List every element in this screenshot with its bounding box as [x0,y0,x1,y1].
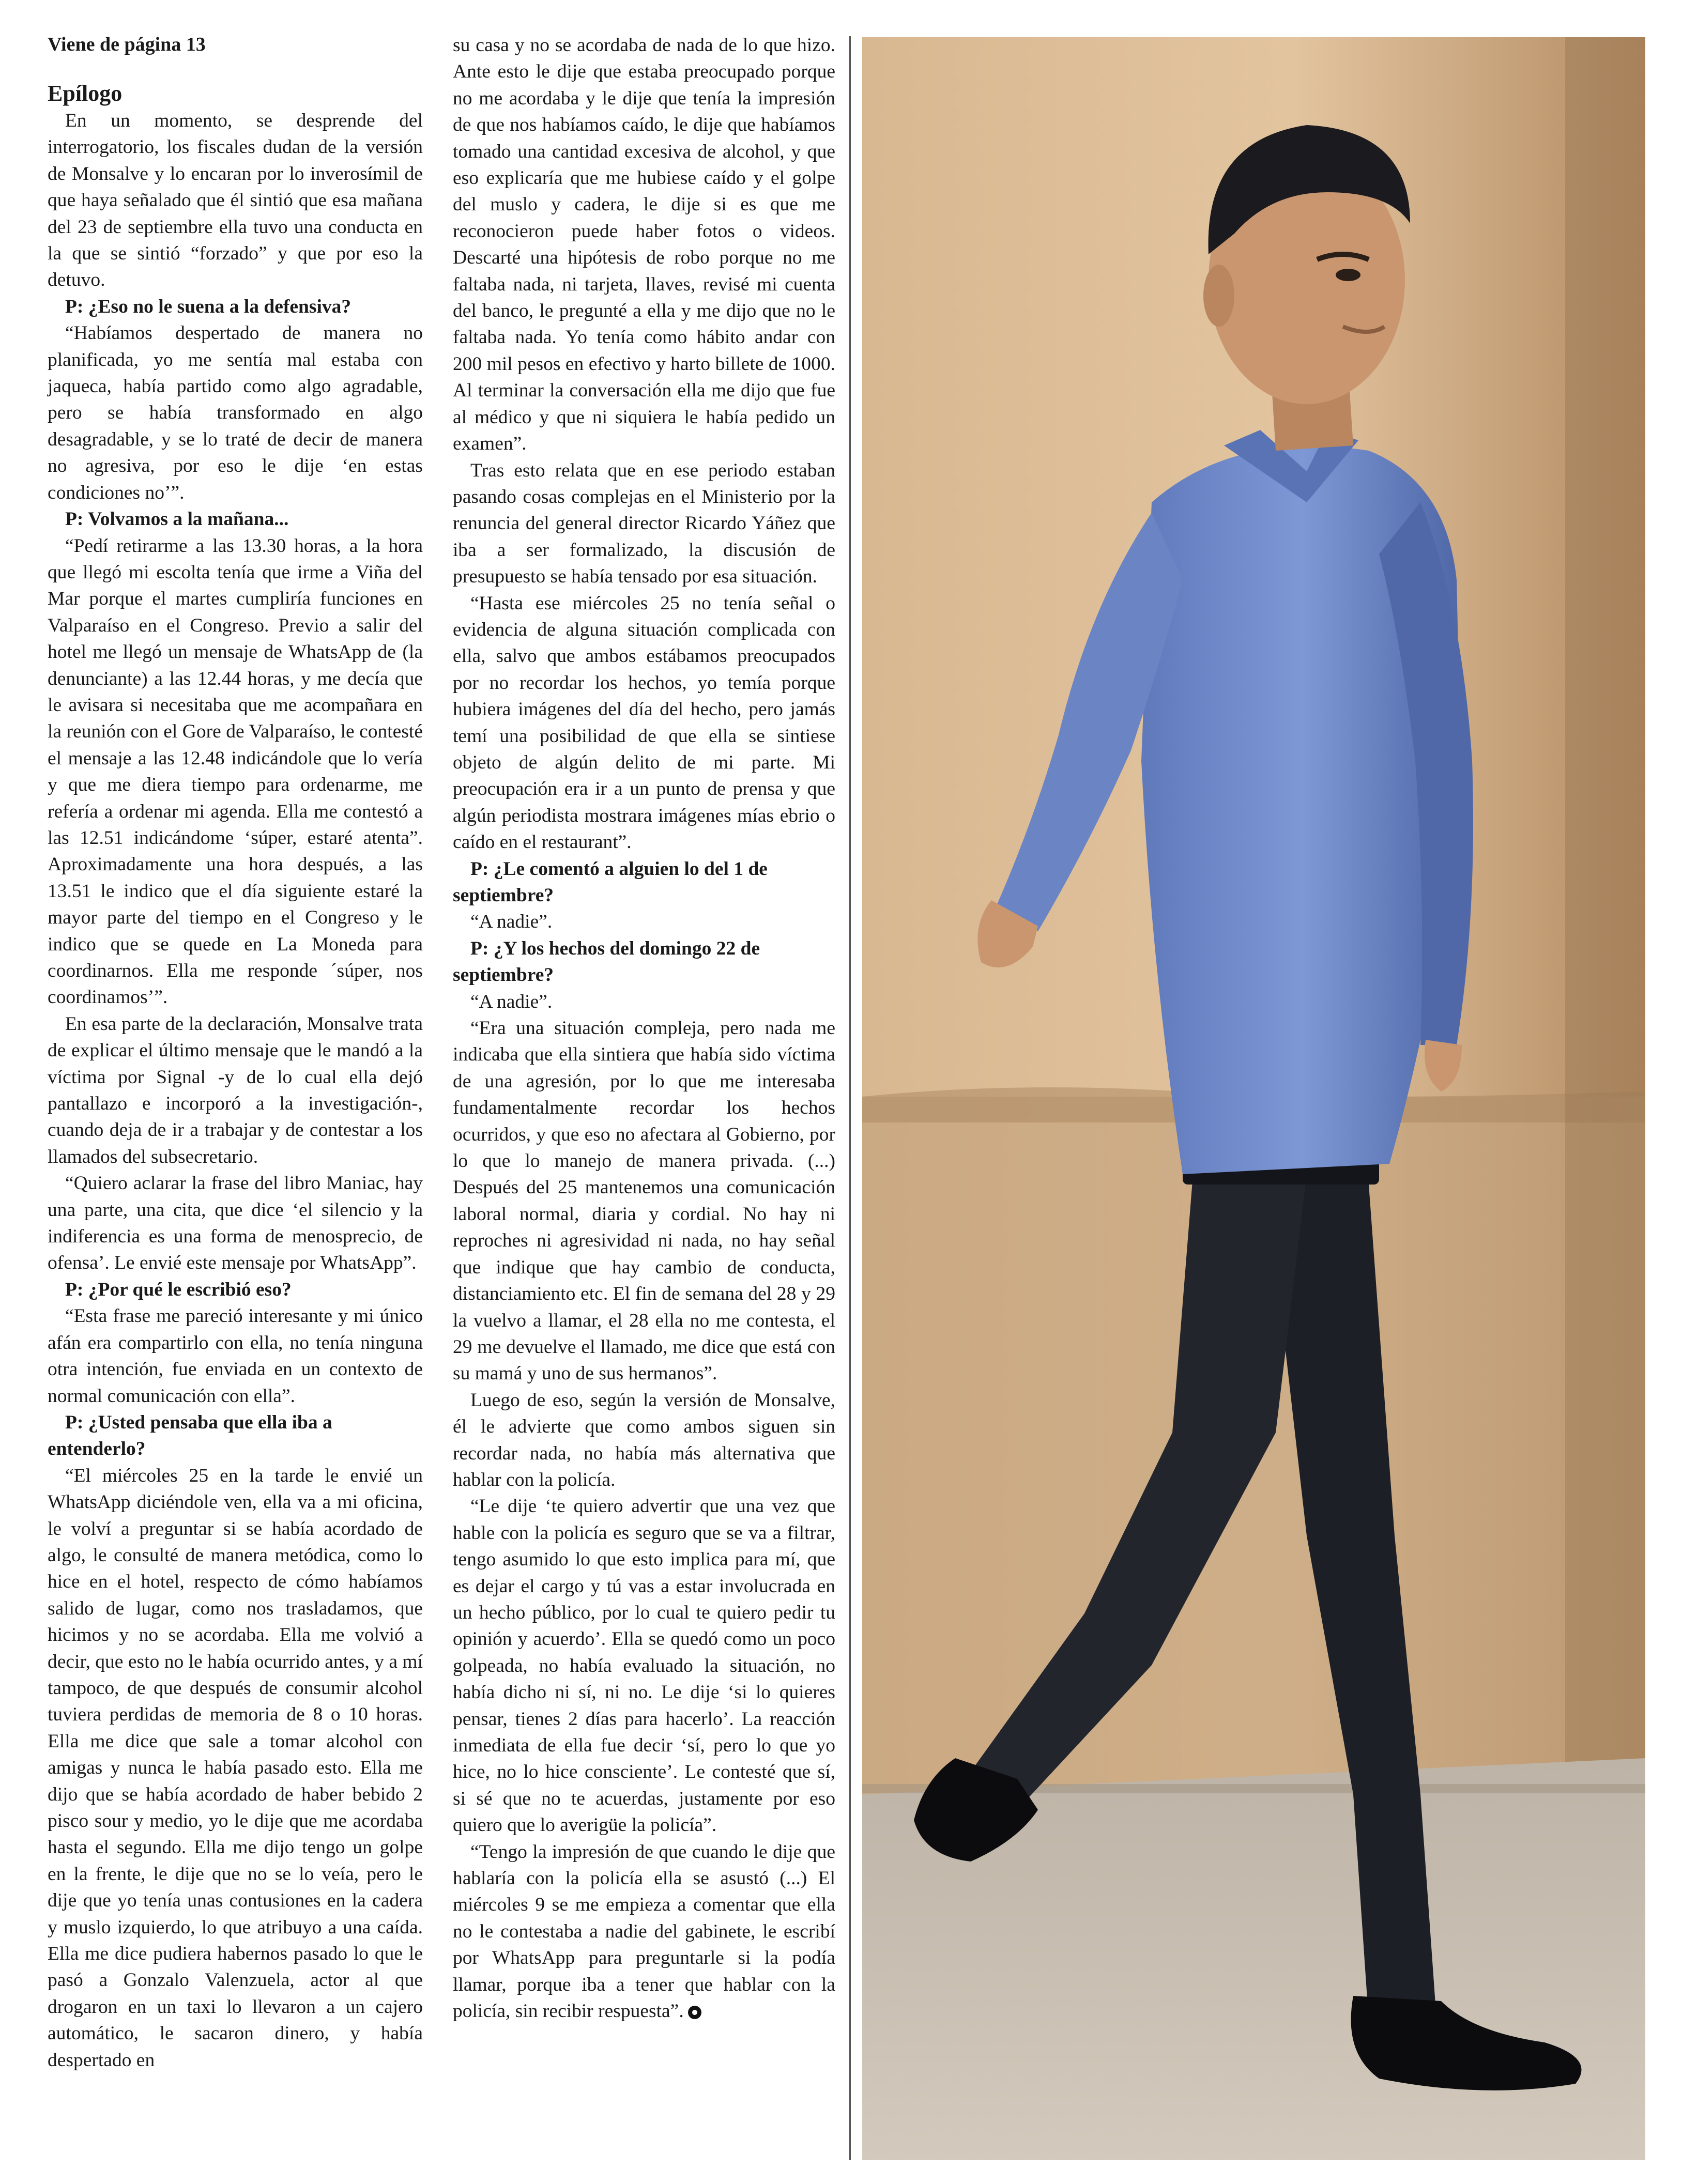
paragraph-text: P: ¿Usted pensaba que ella iba a entenderlo? [48,1411,332,1460]
column-2 [453,32,835,2024]
article-paragraph [48,107,423,294]
paragraph-text: “Esta frase me pareció interesante y mi único afán era compartirlo con ella, no tenía ninguna otra intención, fue enviada en un contexto de normal comunicación con ella”. [48,1305,423,1407]
paragraph-text: “Tengo la impresión de que cuando le dije que hablaría con la policía ella se asustó (...) El miércoles 9 se me empieza a comentar que ella no le contestaba a nadie del gabinete, le escribí por WhatsApp para preguntarle si la podía llamar, porque iba a tener que hablar con la policía, sin recibir respuesta”. [453,1841,835,2022]
end-of-article-icon [688,2006,701,2019]
man-walking-photo [862,37,1645,2160]
paragraph-text: su casa y no se acordaba de nada de lo que hizo. Ante esto le dije que estaba preocupado porque no me acordaba y le dije que tenía la impresión de que nos habíamos caído, le dije que habíamos tomado una cantidad excesiva de alcohol, y que eso explicaría que me hubiese caído y el golpe del muslo y cadera, le dije si es que me reconocieron puede haber fotos o videos. Descarté una hipótesis de robo porque no me faltaba nada, ni tarjeta, llaves, revisé mi cuenta del banco, le pregunté a ella y me dijo que no le faltaba nada. Yo tenía como hábito andar con 200 mil pesos en efectivo y harto billete de 1000. Al terminar la conversación ella me dijo que fue al médico y que ni siquiera le había pedido un examen”. [453,35,835,455]
interview-question [48,294,423,320]
column-1-body [48,107,423,2073]
interview-question [48,1276,423,1303]
paragraph-text: “Habíamos despertado de manera no planificada, yo me sentía mal estaba con jaqueca, había partido como algo agradable, pero se había transformado en algo desagradable, y se lo traté de decir de manera no agresiva, por eso le dije ‘en estas condiciones no’”. [48,322,423,503]
paragraph-text: P: ¿Y los hechos del domingo 22 de septiembre? [453,937,760,986]
interview-question [48,506,423,532]
paragraph-text: Luego de eso, según la versión de Monsalve, él le advierte que como ambos siguen sin recordar nada, no había más alternativa que hablar con la policía. [453,1389,835,1490]
paragraph-text: “Le dije ‘te quiero advertir que una vez que hable con la policía es seguro que se va a filtrar, tengo asumido lo que esto implica para mí, que es dejar el cargo y tú vas a estar involucrada en un hecho público, por lo cual te quiero pedir tu opinión y acuerdo’. Ella se quedó como un poco golpeada, no había evaluado la situación, no había dicho ni sí, ni no. Le dije ‘si lo quieres pensar, tienes 2 días para hacerlo’. La reacción inmediata de ella fue decir ‘sí, pero lo que yo hice, no lo hice consciente’. Le contesté que sí, si sé que no te acuerdas, justamente por eso quiero que lo averigüe la policía”. [453,1496,835,1836]
paragraph-text: “A nadie”. [470,991,553,1012]
paragraph-text: P: ¿Le comentó a alguien lo del 1 de septiembre? [453,858,768,906]
paragraph-text: “Hasta ese miércoles 25 no tenía señal o evidencia de alguna situación complicada con ella, salvo que ambos estábamos preocupados por no recordar los hechos, yo temía porque hubiera imágenes del día del hecho, pero jamás temí una posibilidad de que ella se sintiese objeto de algún delito de mi parte. Mi preocupación era ir a un punto de prensa y que algún periodista mostrara imágenes mías ebrio o caído en el restaurant”. [453,592,835,853]
article-paragraph [48,1170,423,1276]
interview-question [48,1409,423,1463]
paragraph-text: En un momento, se desprende del interrogatorio, los fiscales dudan de la versión de Monsalve y lo encaran por lo inverosímil de que haya señalado que él sintió que esa mañana del 23 de septiembre ella tuvo una conducta en la que se sintió “forzado” y que por eso la detuvo. [48,110,423,291]
article-paragraph [453,590,835,856]
article-paragraph [453,1387,835,1494]
interview-question [453,935,835,989]
paragraph-text: “Quiero aclarar la frase del libro Maniac, hay una parte, una cita, que dice ‘el silencio y la indiferencia es una forma de menosprecio, de ofensa’. Le envié este mensaje por WhatsApp”. [48,1173,423,1274]
article-paragraph [453,457,835,590]
column-divider [849,36,851,2160]
continuation-kicker: Viene de página 13 [48,34,206,55]
interview-question [453,856,835,909]
paragraph-text: “Era una situación compleja, pero nada me indicaba que ella sintiera que había sido víctima de una agresión, por lo que me interesaba fundamentalmente recordar los hechos ocurridos, y que eso no afectara al Gobierno, por lo que lo manejo de manera privada. (...) Después del 25 mantenemos una comunicación laboral normal, diaria y cordial. No hay ni reproches ni agresividad ni nada, no hay señal que indique que hay cambio de conducta, distanciamiento etc. El fin de semana del 28 y 29 la vuelvo a llamar, el 28 ella no me contesta, el 29 me devuelve el llamado, me dice que está con su mamá y uno de sus hermanos”. [453,1018,835,1385]
article-paragraph [453,1493,835,1838]
article-paragraph [48,1011,423,1170]
article-paragraph [453,32,835,457]
column-2-body [453,32,835,2024]
article-paragraph [453,989,835,1015]
paragraph-text: P: ¿Eso no le suena a la defensiva? [65,296,351,317]
paragraph-text: P: Volvamos a la mañana... [65,509,289,530]
section-title: Epílogo [48,81,123,106]
article-paragraph [48,320,423,506]
paragraph-text: “El miércoles 25 en la tarde le envié un WhatsApp diciéndole ven, ella va a mi oficina, le volví a preguntar si se había acordado de algo, le consulté de manera metódica, como lo hice en el hotel, respecto de cómo habíamos salido de lugar, como nos trasladamos, que hicimos y no se acordaba. Ella me volvió a decir, que esto no le había ocurrido antes, y a mí tampoco, de que después de consumir alcohol tuviera perdidas de memoria de 8 o 10 horas. Ella me dice que sale a tomar alcohol con amigas y nunca le había pasado esto. Ella me dijo que se había acordado de haber bebido 2 pisco sour y medio, yo le dije que me acordaba hasta el segundo. Ella me dijo tengo un golpe en la frente, le dije que no se lo veía, pero le dije que yo tenía unas contusiones en la cadera y muslo izquierdo, lo que atribuyo a una caída. Ella me dice pudiera habernos pasado lo que le pasó a Gonzalo Valenzuela, actor al que drogaron en un taxi lo llevaron a un cajero automático, le sacaron dinero, y había despertado en [48,1465,423,2071]
paragraph-text: “A nadie”. [470,911,553,933]
paragraph-text: Tras esto relata que en ese periodo estaban pasando cosas complejas en el Ministerio por la renuncia del general director Ricardo Yáñez que iba a ser formalizado, la discusión de presupuesto se había tensado por esa situación. [453,459,835,588]
article-paragraph [453,909,835,935]
paragraph-text: En esa parte de la declaración, Monsalve trata de explicar el último mensaje que le mandó a la víctima por Signal -y de lo cual ella dejó pantallazo e incorporó a la investigación-, cuando deja de ir a trabajar y de contestar a los llamados del subsecretario. [48,1013,423,1167]
article-paragraph [453,1015,835,1387]
paragraph-text: P: ¿Por qué le escribió eso? [65,1279,292,1300]
column-1 [48,32,423,2073]
article-paragraph [48,1463,423,2073]
article-paragraph [453,1839,835,2025]
paragraph-text: “Pedí retirarme a las 13.30 horas, a la hora que llegó mi escolta tenía que irme a Viña del Mar porque el martes cumpliría funciones en Valparaíso en el Congreso. Previo a salir del hotel me llegó un mensaje de WhatsApp de (la denunciante) a las 12.44 horas, y me decía que le avisara si necesitaba que me acompañara en la reunión con el Gore de Valparaíso, le contesté el mensaje a las 12.48 indicándole que lo vería y que me diera tiempo para ordenarme, me refería a ordenar mi agenda. Ella me contestó a las 12.51 indicándome ‘súper, estaré atenta”. Aproximadamente una hora después, a las 13.51 le indico que el día siguiente estaré la mayor parte del tiempo en el Congreso y le indico que se quede en La Moneda para coordinarnos. Ella me responde ´súper, nos coordinamos’”. [48,535,423,1008]
article-paragraph [48,1303,423,1409]
article-paragraph [48,533,423,1011]
